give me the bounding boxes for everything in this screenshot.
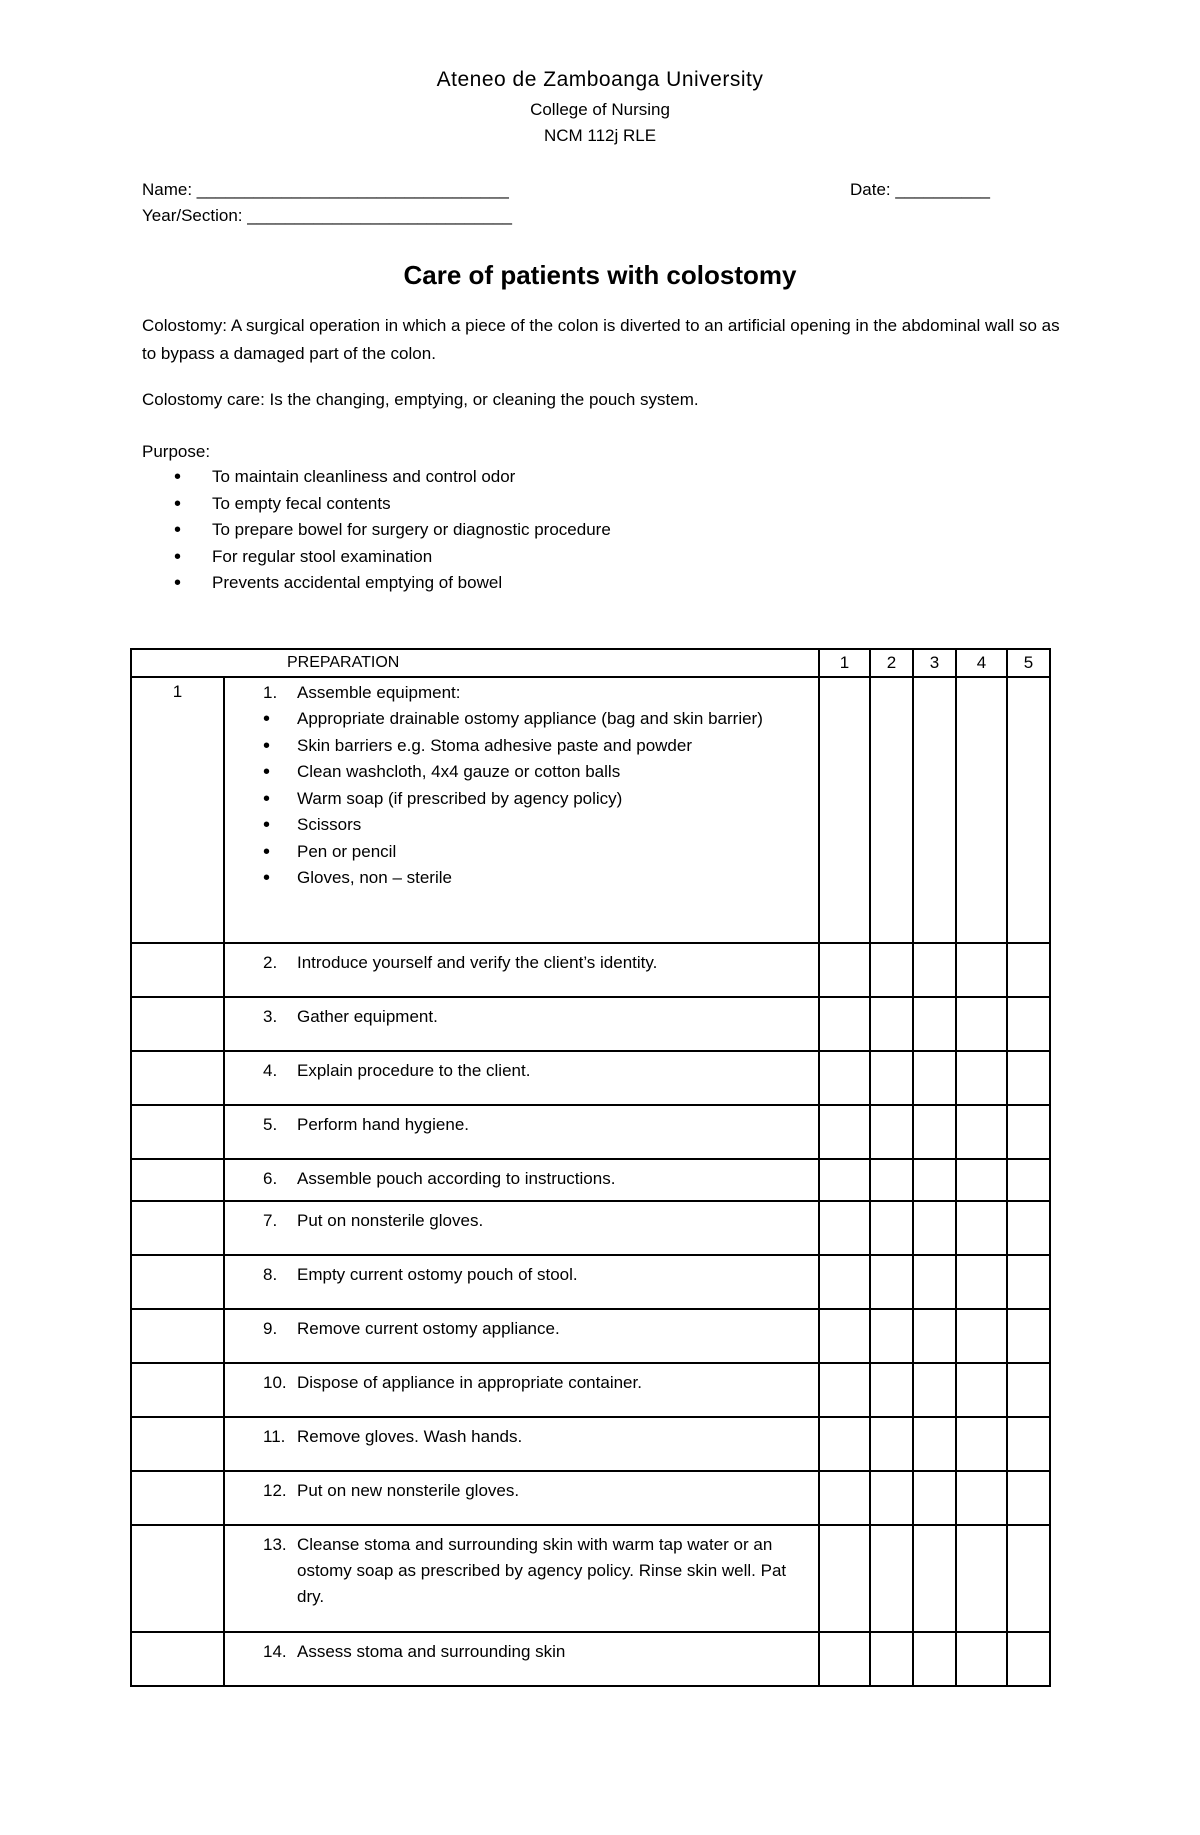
score-cell[interactable] bbox=[870, 1417, 913, 1471]
table-row bbox=[131, 1471, 1050, 1525]
score-cell[interactable] bbox=[956, 1255, 1007, 1309]
equipment-item: • Clean washcloth, 4x4 gauze or cotton balls bbox=[297, 759, 810, 786]
score-cell[interactable] bbox=[1007, 1201, 1050, 1255]
score-cell[interactable] bbox=[956, 1201, 1007, 1255]
step-number: 3. bbox=[263, 1007, 278, 1026]
score-cell[interactable] bbox=[819, 1051, 870, 1105]
table-row bbox=[131, 1309, 1050, 1363]
name-field[interactable]: Name: _________________________________ bbox=[142, 180, 509, 199]
score-cell[interactable] bbox=[870, 1632, 913, 1686]
score-cell[interactable] bbox=[819, 1417, 870, 1471]
score-cell[interactable] bbox=[819, 1632, 870, 1686]
step-number: 7. bbox=[263, 1211, 278, 1230]
table-header-row bbox=[131, 649, 1050, 677]
step-cell bbox=[224, 997, 819, 1051]
step-text: Introduce yourself and verify the client’s identity. bbox=[297, 953, 658, 972]
score-cell[interactable] bbox=[870, 1105, 913, 1159]
row-number: 1 bbox=[131, 677, 224, 943]
row-number bbox=[131, 1051, 224, 1105]
row-number bbox=[131, 1201, 224, 1255]
score-cell[interactable] bbox=[1007, 997, 1050, 1051]
step-text: Remove current ostomy appliance. bbox=[297, 1319, 560, 1338]
row-number bbox=[131, 1309, 224, 1363]
step-cell bbox=[224, 1051, 819, 1105]
care-term: Colostomy care: bbox=[142, 390, 265, 409]
table-row bbox=[131, 1201, 1050, 1255]
step-text: Put on new nonsterile gloves. bbox=[297, 1481, 520, 1500]
step-cell bbox=[224, 1255, 819, 1309]
step-number: 5. bbox=[263, 1115, 278, 1134]
equipment-item: • Skin barriers e.g. Stoma adhesive paste and powder bbox=[297, 733, 810, 760]
score-cell[interactable] bbox=[819, 1255, 870, 1309]
score-cell[interactable] bbox=[956, 1525, 1007, 1632]
date-field[interactable]: Date: __________ bbox=[850, 180, 990, 199]
score-cell[interactable] bbox=[870, 943, 913, 997]
page-title: Care of patients with colostomy bbox=[403, 260, 797, 290]
step-text: Empty current ostomy pouch of stool. bbox=[297, 1265, 578, 1284]
score-cell[interactable] bbox=[913, 943, 956, 997]
score-cell[interactable] bbox=[1007, 1051, 1050, 1105]
step-cell bbox=[224, 1363, 819, 1417]
score-cell[interactable] bbox=[870, 677, 913, 943]
step-text: Gather equipment. bbox=[297, 1007, 438, 1026]
score-cell[interactable] bbox=[956, 997, 1007, 1051]
score-cell[interactable] bbox=[819, 1201, 870, 1255]
care-text: Is the changing, emptying, or cleaning the pouch system. bbox=[264, 390, 699, 409]
score-cell[interactable] bbox=[1007, 677, 1050, 943]
row-number bbox=[131, 1159, 224, 1201]
score-cell[interactable] bbox=[956, 1309, 1007, 1363]
course-code: NCM 112j RLE bbox=[543, 126, 657, 145]
step-text: Assess stoma and surrounding skin bbox=[297, 1642, 566, 1661]
score-column-1: 1 bbox=[819, 649, 870, 677]
equipment-item: • Appropriate drainable ostomy appliance (bag and skin barrier) bbox=[297, 706, 810, 733]
table-row bbox=[131, 943, 1050, 997]
step-text: Put on nonsterile gloves. bbox=[297, 1211, 484, 1230]
step-text: Assemble equipment: bbox=[297, 683, 461, 702]
score-column-5: 5 bbox=[1007, 649, 1050, 677]
score-cell[interactable] bbox=[1007, 1159, 1050, 1201]
score-cell[interactable] bbox=[870, 1471, 913, 1525]
step-cell bbox=[224, 1471, 819, 1525]
row-number bbox=[131, 1525, 224, 1632]
score-column-4: 4 bbox=[956, 649, 1007, 677]
score-cell[interactable] bbox=[870, 997, 913, 1051]
purpose-item: • To empty fecal contents bbox=[142, 491, 611, 518]
purpose-item: • For regular stool examination bbox=[142, 544, 611, 571]
colostomy-text: A surgical operation in which a piece of the colon is diverted to an artificial opening in the abdominal wall so as to bypass a damaged part of the colon. bbox=[142, 316, 1060, 363]
row-number bbox=[131, 1471, 224, 1525]
step-text: Perform hand hygiene. bbox=[297, 1115, 469, 1134]
score-cell[interactable] bbox=[819, 677, 870, 943]
score-cell[interactable] bbox=[1007, 1417, 1050, 1471]
college-name: College of Nursing bbox=[530, 100, 670, 119]
row-number bbox=[131, 997, 224, 1051]
score-cell[interactable] bbox=[1007, 943, 1050, 997]
row-number bbox=[131, 1417, 224, 1471]
score-cell[interactable] bbox=[1007, 1105, 1050, 1159]
score-cell[interactable] bbox=[913, 1105, 956, 1159]
score-cell[interactable] bbox=[956, 1105, 1007, 1159]
score-cell[interactable] bbox=[913, 1255, 956, 1309]
score-cell[interactable] bbox=[819, 1309, 870, 1363]
score-cell[interactable] bbox=[913, 677, 956, 943]
step-number: 11. bbox=[263, 1427, 286, 1446]
step-cell bbox=[224, 1525, 819, 1632]
purpose-heading: Purpose: bbox=[142, 442, 211, 461]
table-row bbox=[131, 1051, 1050, 1105]
score-cell[interactable] bbox=[913, 1051, 956, 1105]
table-row bbox=[131, 997, 1050, 1051]
score-cell[interactable] bbox=[913, 1471, 956, 1525]
step-number: 14. bbox=[263, 1642, 287, 1661]
score-cell[interactable] bbox=[870, 1051, 913, 1105]
score-cell[interactable] bbox=[956, 1159, 1007, 1201]
score-cell[interactable] bbox=[956, 1417, 1007, 1471]
step-number: 1. bbox=[263, 683, 278, 702]
score-cell[interactable] bbox=[819, 1159, 870, 1201]
step-text: Cleanse stoma and surrounding skin with warm tap water or an ostomy soap as prescribed by agency policy. Rinse skin well. Pat dry. bbox=[297, 1535, 787, 1606]
step-number: 2. bbox=[263, 953, 278, 972]
table-row bbox=[131, 1255, 1050, 1309]
step-cell bbox=[224, 1309, 819, 1363]
score-cell[interactable] bbox=[956, 943, 1007, 997]
score-cell[interactable] bbox=[819, 1363, 870, 1417]
step-number: 4. bbox=[263, 1061, 278, 1080]
score-cell[interactable] bbox=[1007, 1525, 1050, 1632]
score-cell[interactable] bbox=[956, 1632, 1007, 1686]
score-cell[interactable] bbox=[913, 1159, 956, 1201]
step-number: 13. bbox=[263, 1535, 287, 1554]
score-cell[interactable] bbox=[956, 1471, 1007, 1525]
score-cell[interactable] bbox=[819, 1471, 870, 1525]
row-number bbox=[131, 1363, 224, 1417]
equipment-item: • Gloves, non – sterile bbox=[297, 865, 810, 892]
score-column-3: 3 bbox=[913, 649, 956, 677]
purpose-item: • To maintain cleanliness and control odor bbox=[142, 464, 611, 491]
step-text: Explain procedure to the client. bbox=[297, 1061, 531, 1080]
score-cell[interactable] bbox=[870, 1309, 913, 1363]
equipment-list bbox=[263, 706, 810, 892]
step-cell bbox=[224, 1632, 819, 1686]
score-column-2: 2 bbox=[870, 649, 913, 677]
step-cell bbox=[224, 1105, 819, 1159]
step-number: 8. bbox=[263, 1265, 278, 1284]
table-row bbox=[131, 1105, 1050, 1159]
year-section-field[interactable]: Year/Section: ____________________________ bbox=[142, 206, 512, 225]
purpose-item: • Prevents accidental emptying of bowel bbox=[142, 570, 611, 597]
row-number bbox=[131, 943, 224, 997]
procedure-checklist-table bbox=[130, 648, 1051, 1687]
score-cell[interactable] bbox=[956, 1051, 1007, 1105]
score-cell[interactable] bbox=[870, 1255, 913, 1309]
score-cell[interactable] bbox=[913, 1632, 956, 1686]
step-text: Assemble pouch according to instructions. bbox=[297, 1169, 616, 1188]
score-cell[interactable] bbox=[913, 1363, 956, 1417]
purpose-item: • To prepare bowel for surgery or diagnostic procedure bbox=[142, 517, 611, 544]
score-cell[interactable] bbox=[870, 1363, 913, 1417]
score-cell[interactable] bbox=[870, 1201, 913, 1255]
step-text: Dispose of appliance in appropriate container. bbox=[297, 1373, 642, 1392]
step-cell bbox=[224, 1159, 819, 1201]
section-preparation-header: PREPARATION bbox=[131, 649, 819, 677]
equipment-item: • Warm soap (if prescribed by agency policy) bbox=[297, 786, 810, 813]
score-cell[interactable] bbox=[819, 1525, 870, 1632]
score-cell[interactable] bbox=[1007, 1471, 1050, 1525]
step-cell bbox=[224, 677, 819, 943]
score-cell[interactable] bbox=[956, 1363, 1007, 1417]
score-cell[interactable] bbox=[913, 1417, 956, 1471]
score-cell[interactable] bbox=[870, 1159, 913, 1201]
table-row bbox=[131, 1159, 1050, 1201]
row-number bbox=[131, 1632, 224, 1686]
step-cell bbox=[224, 1201, 819, 1255]
score-cell[interactable] bbox=[913, 997, 956, 1051]
table-row bbox=[131, 1525, 1050, 1632]
university-name: Ateneo de Zamboanga University bbox=[436, 68, 764, 91]
table-row bbox=[131, 677, 1050, 943]
score-cell[interactable] bbox=[819, 997, 870, 1051]
score-cell[interactable] bbox=[913, 1201, 956, 1255]
score-cell[interactable] bbox=[1007, 1309, 1050, 1363]
score-cell[interactable] bbox=[1007, 1255, 1050, 1309]
colostomy-definition bbox=[142, 312, 1062, 368]
step-cell bbox=[224, 1417, 819, 1471]
table-row bbox=[131, 1632, 1050, 1686]
step-text: Remove gloves. Wash hands. bbox=[297, 1427, 523, 1446]
purpose-list bbox=[142, 464, 611, 597]
score-cell[interactable] bbox=[819, 943, 870, 997]
step-number: 12. bbox=[263, 1481, 287, 1500]
equipment-item: • Pen or pencil bbox=[297, 839, 810, 866]
score-cell[interactable] bbox=[870, 1525, 913, 1632]
row-number bbox=[131, 1255, 224, 1309]
equipment-item: • Scissors bbox=[297, 812, 810, 839]
colostomy-care-definition bbox=[142, 386, 1062, 414]
step-number: 9. bbox=[263, 1319, 278, 1338]
table-row bbox=[131, 1417, 1050, 1471]
score-cell[interactable] bbox=[913, 1309, 956, 1363]
table-row bbox=[131, 1363, 1050, 1417]
colostomy-term: Colostomy: bbox=[142, 316, 228, 335]
score-cell[interactable] bbox=[1007, 1632, 1050, 1686]
step-number: 10. bbox=[263, 1373, 287, 1392]
step-cell bbox=[224, 943, 819, 997]
score-cell[interactable] bbox=[1007, 1363, 1050, 1417]
score-cell[interactable] bbox=[913, 1525, 956, 1632]
step-number: 6. bbox=[263, 1169, 278, 1188]
score-cell[interactable] bbox=[956, 677, 1007, 943]
score-cell[interactable] bbox=[819, 1105, 870, 1159]
row-number bbox=[131, 1105, 224, 1159]
